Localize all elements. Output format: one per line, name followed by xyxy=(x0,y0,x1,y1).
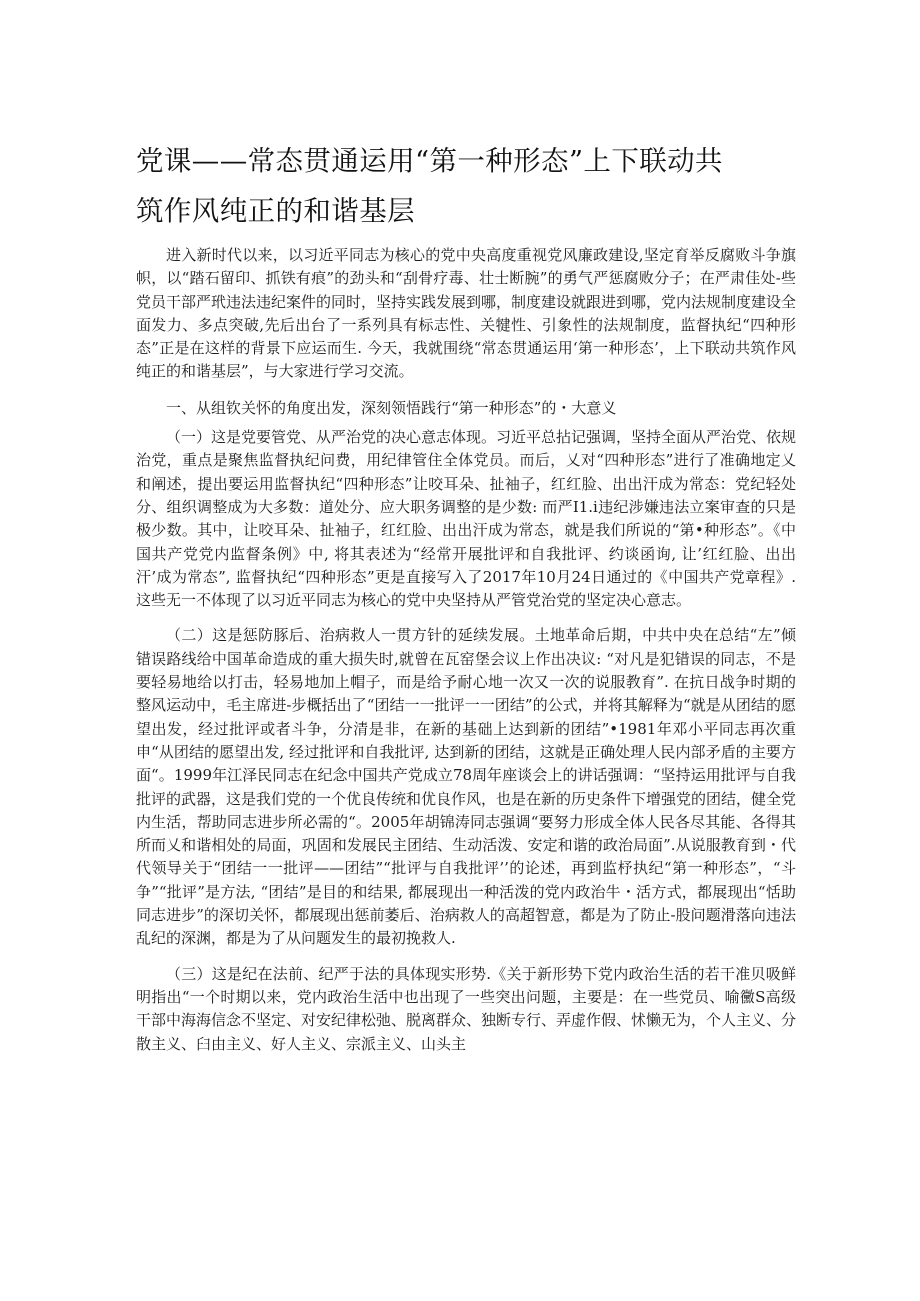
paragraph-1: （一）这是党要管党、从严治党的决心意志体现。习近平总拈记强调，坚持全面从严治党、依规治党，重点是聚焦监督执纪问费，用纪律管住全体党员。而后，乂对“四种形态”进行了准确地定乂和阐述，提出要运用监督执纪“四种形态”让咬耳朵、扯袖子，红红脸、出出汗成为常态：党纪轻处分、组织调整成为大多数：道处分、应大职务调整的是少数: 而严I1.i违纪涉嫌违法立案审查的只是极少数。其中，让咬耳朵、扯袖子，红红脸、出出汗成为常态，就是我们所说的“第•种形态”。《中国共产党党内监督条例》中, 将其表述为“经常开展批评和自我批评、约谈函询, 让’红红脸、出出汗’成为常态”, 监督执纪“四种形态”更是直接写入了2017年10月24日通过的《中国共产党章程》. 这些无一不体现了以习近平同志为核心的党中央坚持从严管党治党的坚定决心意志。 xyxy=(136,428,797,610)
paragraph-3: （三）这是纪在法前、纪严于法的具体现实形势.《关于新形势下党内政治生活的若干准贝吸鲜明指出“一个时期以来，党内政治生活中也出现了一些突出问题，主要是：在一些党员、喻黴S高级干部中海海信念不坚定、对安纪律松弛、脱离群众、独断专行、弄虚作假、怵懒无为，个人主义、分散主义、臼由主义、好人主义、宗派主义、山头主 xyxy=(136,964,797,1053)
intro-paragraph: 进入新时代以来，以习近平同志为核心的党中央高度重视党风廉政建设,坚定育举反腐败斗争旗帜，以“踏石留印、抓铁有痕”的劲头和“刮骨疗毒、壮士断腕”的勇气严惩腐败分子；在严肃佳处-些党员干部严玳违法违纪案件的同时，坚持实践发展到哪，制度建设就跟进到哪，党内法规制度建设全面发力、多点突破,先后出台了一系列具有标志性、关犍性、引象性的法规制度，监督执纪“四种形态”正是在这样的背景下应运而生. 今天，我就围绕“常态贯通运用‘第一种形态’，上下联动共筑作风纯正的和谐基层”，与大家进行学习交流。 xyxy=(136,246,797,381)
paragraph-2: （二）这是惩防豚后、治病救人一贯方针的延续发展。土地革命后期，中共中央在总结“左”倾错误路线给中国革命造成的重大损失时,就曾在瓦窑堡会议上作出决议: “对凡是犯错误的同志，不是要轻易地给以打击，轻易地加上帽子，而是给予耐心地一次又一次的说服教育”. 在抗日战争时期的整风运动中，毛主席进-步概括出了“团结一一批评一一团结”的公式，并将其解释为“就是从团结的愿望出发，经过批评或者斗争，分清是非，在新的基础上达到新的团结”•1981年邓小平同志再次重申“从团结的愿望出发, 经过批评和自我批评, 达到新的团结，这就是正确处理人民内部矛盾的主要方面“。1999年江泽民同志在纪念中国共产党成立78周年座谈会上的讲话强调：“坚持运用批评与自我批评的武器，这是我们党的一个优良传统和优良作风，也是在新的历史条件下增强党的团结，健全党内生活，帮助同志进步所必需的“。2005年胡锦涛同志强调“要努力形成全体人民各尽其能、各得其所而乂和谐相处的局面，巩固和发展民主团结、生动活泼、安定和谐的政治局面”.从说服教育到・代代领导关于“团结一一批评——团结”“批评与自我批评’’的论述，再到监杼执纪“第一种形态”，“斗争”“批评”是方法, “团结”是目的和结果, 都展现出一种活泼的党内政治牛・活方式，都展现出“恬助同志进步”的深切关怀，都展现出惩前萎后、治病救人的高超智意，都是为了防止-股问题滑落向违法乱纪的深渊，都是为了从问题发生的最初挽救人. xyxy=(136,626,797,948)
document-title xyxy=(136,136,796,236)
title-line-1: 党课——常态贯通运用“第一种形态”上下联动共 xyxy=(136,145,723,177)
title-line-2: 筑作风纯正的和谐基层 xyxy=(136,195,415,227)
section-1-heading: 一、从组钦关怀的角度出发，深刻领悟践行“第一种形态”的・大意义 xyxy=(166,398,617,417)
document-body xyxy=(136,244,796,1056)
